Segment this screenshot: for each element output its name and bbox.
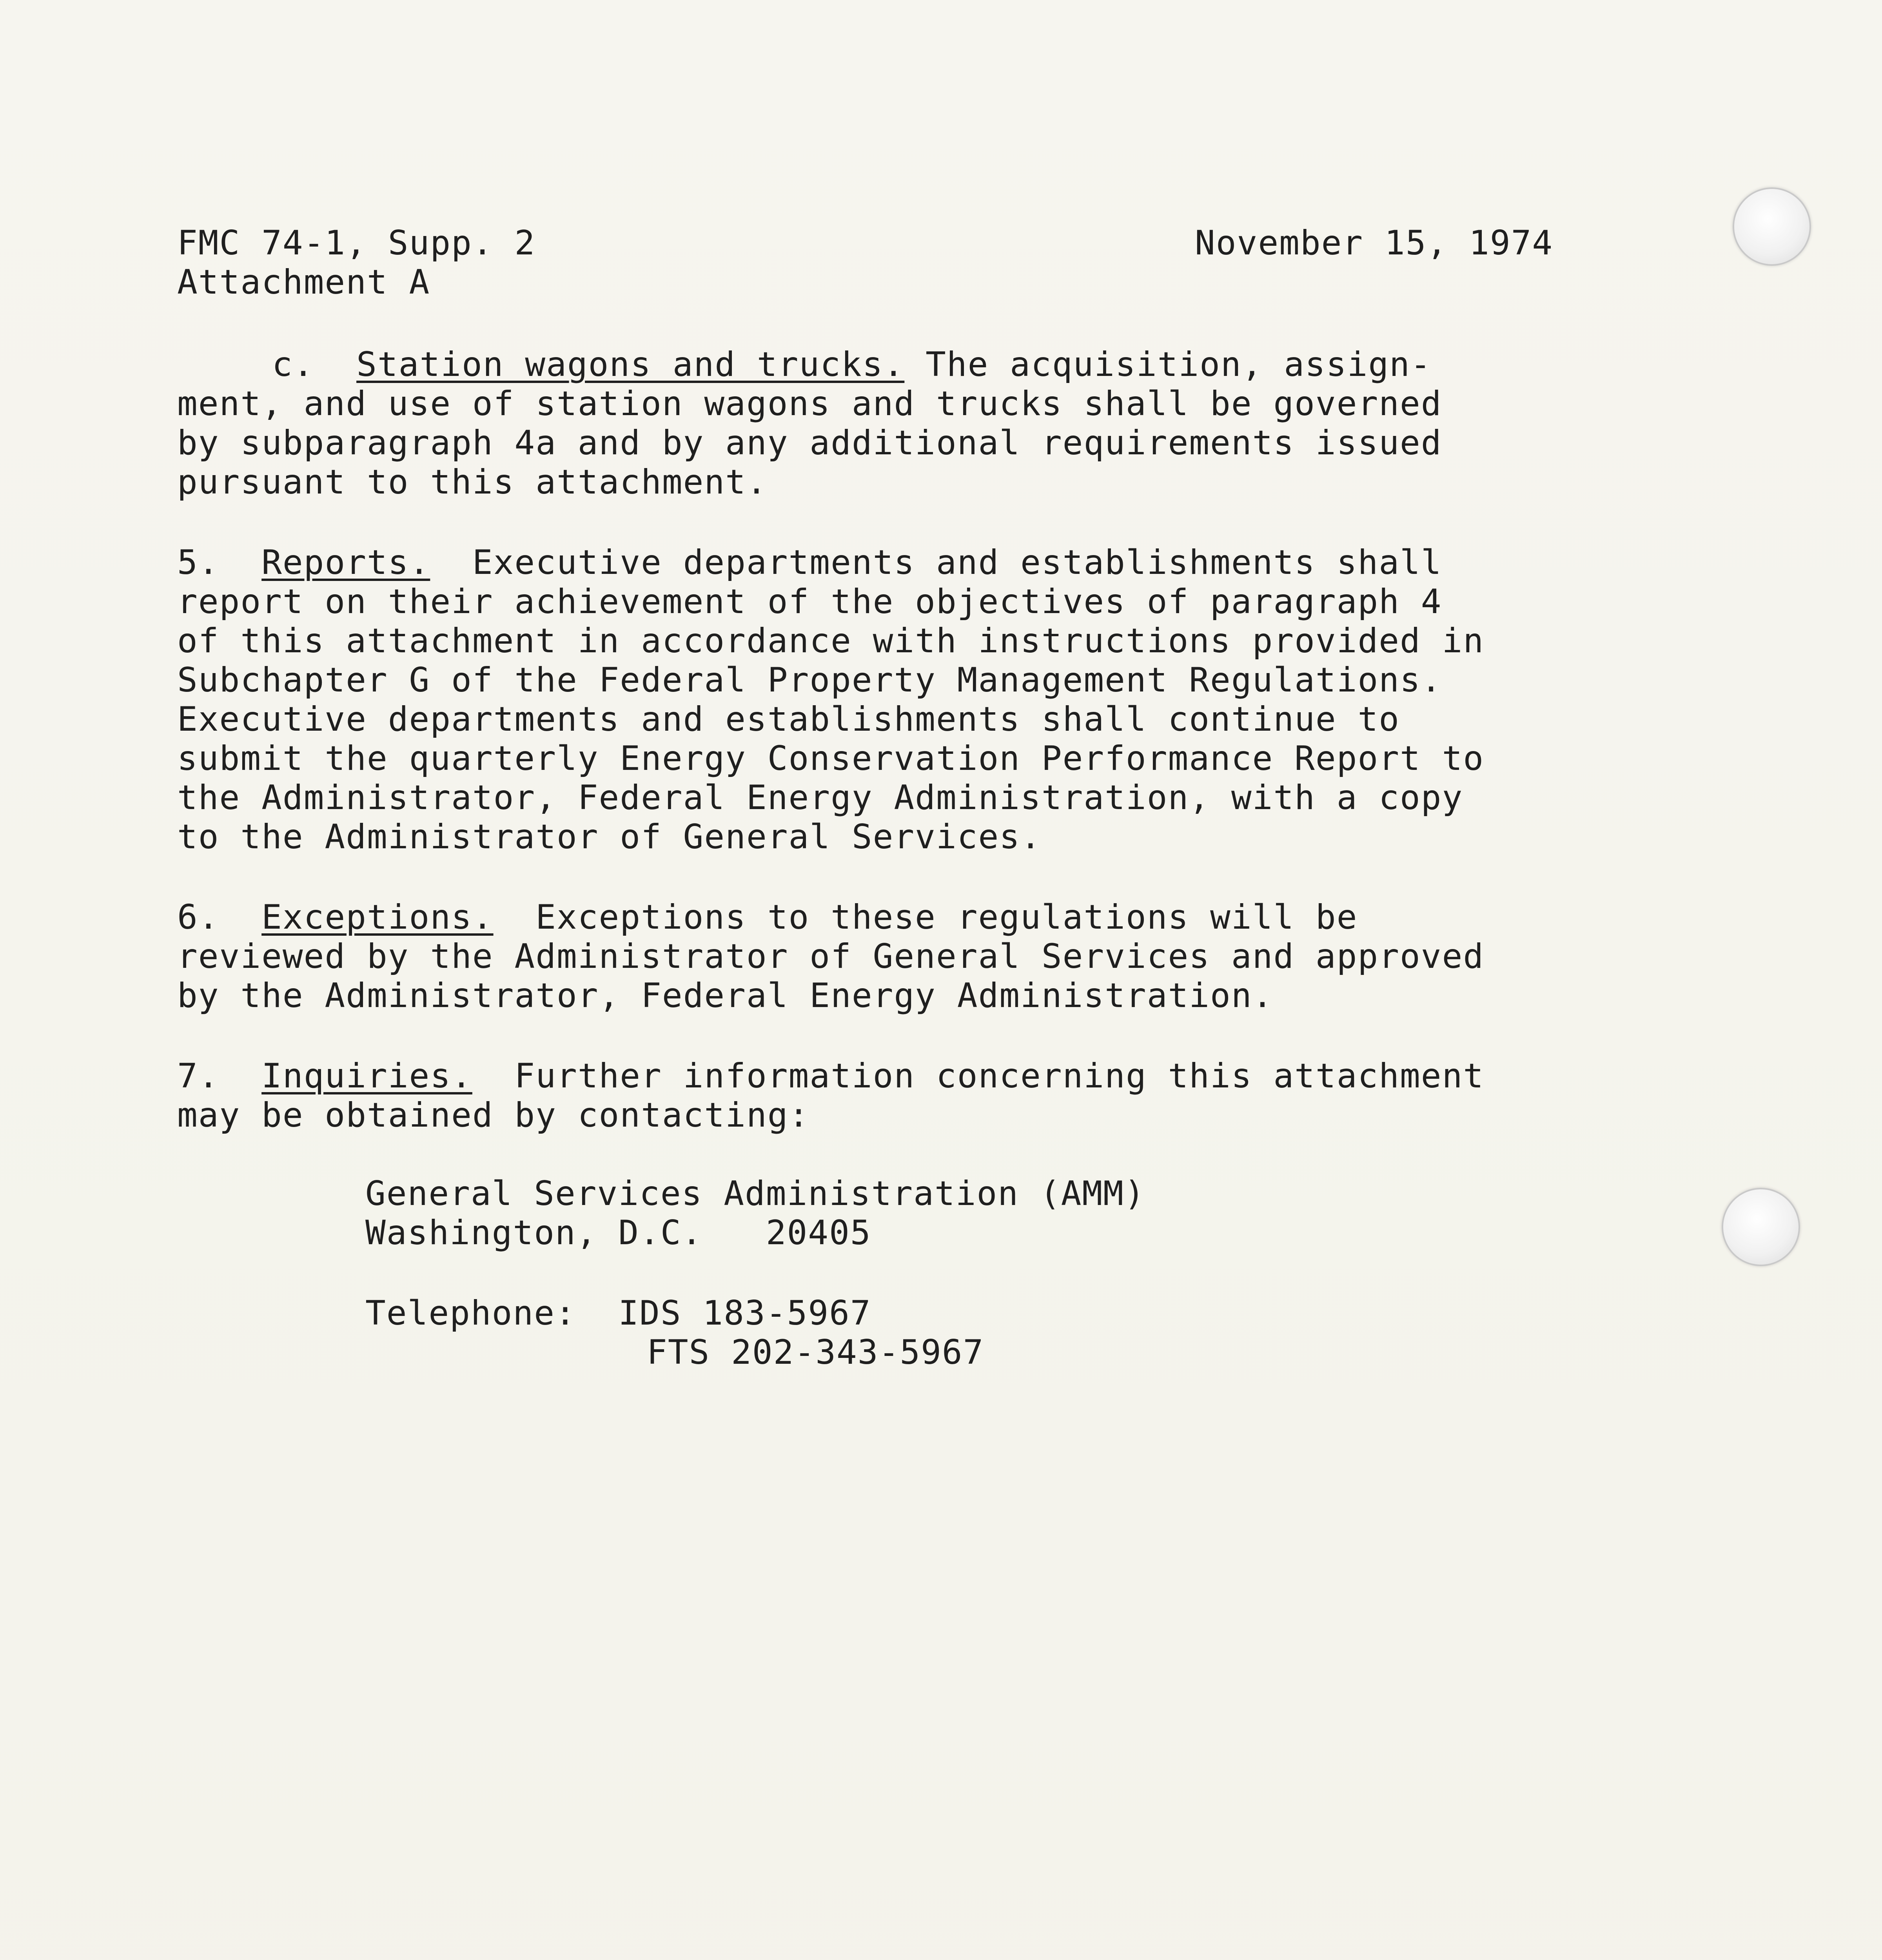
contact-telephone-line [365,1294,871,1333]
section-5-line-1-text: Executive departments and establishments shall [430,543,1442,582]
section-7-prefix: 7. [177,1056,262,1096]
section-5-line-5: Executive departments and establishments shall continue to [177,700,1400,739]
contact-org: General Services Administration (AMM) [365,1174,1145,1213]
section-c-heading: Station wagons and trucks. [356,345,905,384]
section-6-prefix: 6. [177,898,262,937]
section-c-line-4: pursuant to this attachment. [177,463,768,502]
section-5-line-4: Subchapter G of the Federal Property Management Regulations. [177,661,1442,700]
section-5-line-8: to the Administrator of General Services. [177,817,1042,857]
section-5-line-2: report on their achievement of the objectives of paragraph 4 [177,582,1442,621]
attachment-label: Attachment A [177,263,430,302]
contact-city: Washington, D.C. 20405 [365,1213,871,1252]
section-c-line-3: by subparagraph 4a and by any additional requirements issued [177,423,1442,463]
section-6-line-3: by the Administrator, Federal Energy Administration. [177,976,1274,1015]
section-c-line-1-text: The acquisition, assign- [904,345,1432,384]
section-7-line-2: may be obtained by contacting: [177,1096,810,1135]
doc-id: FMC 74-1, Supp. 2 [177,223,536,263]
section-5-heading: Reports. [261,543,430,582]
section-6-line-1 [177,898,1358,937]
section-c-line-1 [272,345,1432,384]
section-7-line-1-text: Further information concerning this attachment [472,1056,1485,1096]
section-6-heading: Exceptions. [261,898,494,937]
doc-date: November 15, 1974 [1195,223,1554,263]
telephone-ids: IDS 183-5967 [618,1294,871,1333]
section-5-line-6: submit the quarterly Energy Conservation Performance Report to [177,739,1485,778]
telephone-fts: FTS 202-343-5967 [647,1333,984,1372]
section-c-prefix: c. [272,345,357,384]
section-5-line-1 [177,543,1442,582]
section-c-line-2: ment, and use of station wagons and trucks shall be governed [177,384,1442,423]
section-6-line-1-text: Exceptions to these regulations will be [493,898,1358,937]
section-7-heading: Inquiries. [261,1056,472,1096]
binder-hole-middle [1722,1188,1800,1266]
telephone-label: Telephone: [365,1294,619,1333]
section-6-line-2: reviewed by the Administrator of General Services and approved [177,937,1485,976]
section-5-line-7: the Administrator, Federal Energy Administration, with a copy [177,778,1463,817]
section-5-prefix: 5. [177,543,262,582]
section-7-line-1 [177,1056,1484,1096]
section-5-line-3: of this attachment in accordance with instructions provided in [177,621,1485,661]
binder-hole-top [1733,187,1811,266]
